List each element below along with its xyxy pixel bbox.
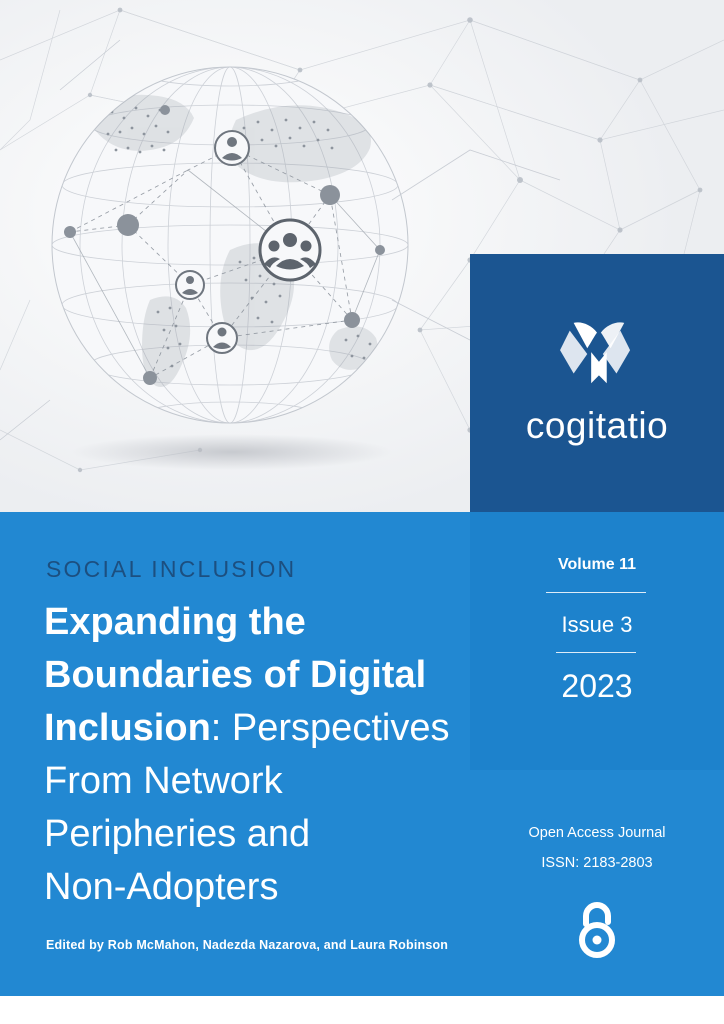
open-access-label: Open Access Journal — [528, 825, 666, 841]
person-node-icon — [176, 271, 204, 299]
group-people-node-icon — [260, 220, 320, 280]
editors-prefix: Edited by — [46, 938, 105, 952]
meta-divider-2 — [556, 652, 636, 653]
cogitatio-book-logo-icon — [558, 319, 636, 391]
volume-label: Volume 11 — [558, 556, 636, 573]
issue-title-line-3-bold: Inclusion — [44, 707, 211, 749]
issue-title-line-3-rest: : Perspectives — [210, 707, 450, 749]
publisher-name: cogitatio — [525, 405, 669, 446]
editors-names: Rob McMahon, Nadezda Nazarova, and Laura Robinson — [107, 938, 449, 952]
meta-divider-1 — [546, 592, 646, 593]
issue-title — [44, 596, 450, 914]
journal-title: SOCIAL INCLUSION — [46, 556, 297, 582]
year-label: 2023 — [561, 668, 633, 704]
issue-title-line-2: Boundaries of Digital — [44, 654, 427, 696]
issue-title-line-1: Expanding the — [44, 601, 306, 643]
open-access-lock-icon — [566, 898, 628, 960]
issue-title-line-6: Non-Adopters — [44, 866, 279, 908]
editors-line — [46, 938, 466, 952]
issue-meta-band — [470, 512, 724, 770]
issue-title-line-4: From Network — [44, 760, 283, 802]
bottom-white-strip — [0, 996, 724, 1024]
issn-label: ISSN: 2183-2803 — [541, 855, 653, 871]
person-node-icon — [207, 323, 237, 353]
person-node-icon — [215, 131, 249, 165]
issue-title-line-5: Peripheries and — [44, 813, 311, 855]
publisher-logo-panel — [470, 254, 724, 512]
issue-label: Issue 3 — [561, 612, 633, 637]
